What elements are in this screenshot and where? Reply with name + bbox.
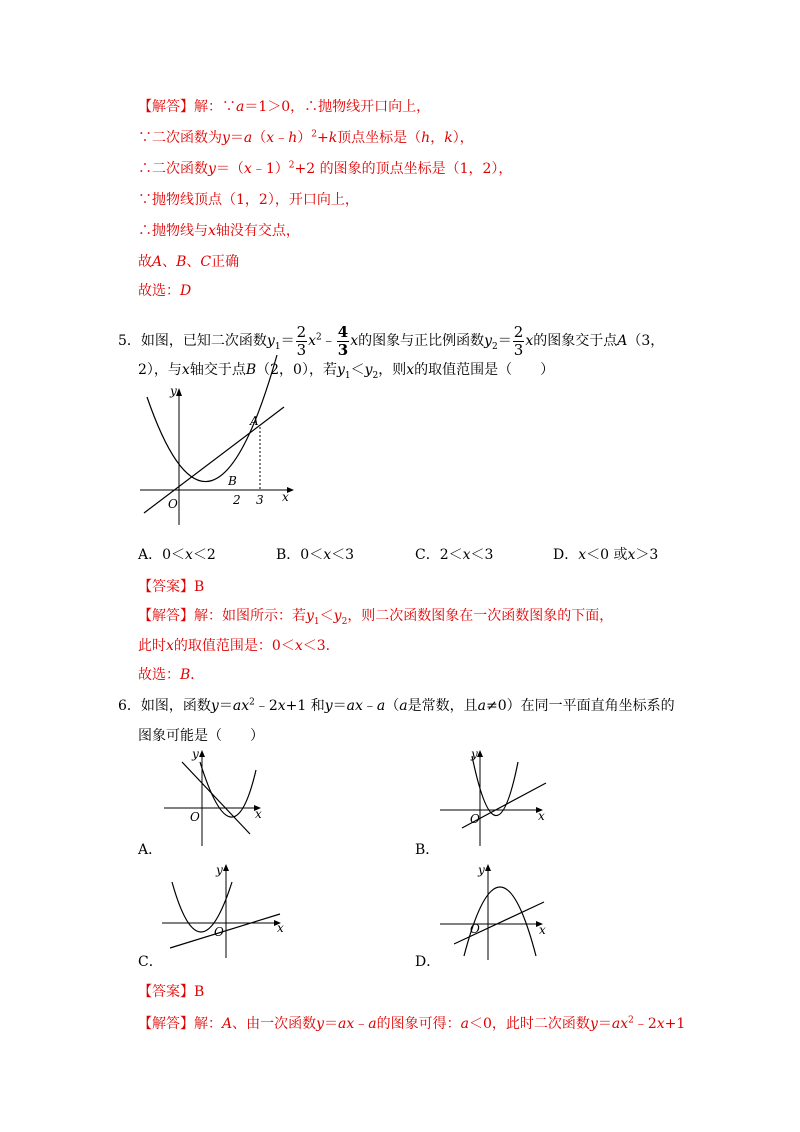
y-axis-label: y (192, 747, 199, 761)
y-axis-arrow (176, 388, 182, 396)
x-axis-label: x (255, 807, 262, 821)
y-axis-label: y (216, 863, 223, 877)
parabola (472, 756, 518, 816)
sol4-line-6: 故A、B、C正确 (138, 254, 240, 270)
y-axis-arrow (199, 750, 205, 757)
q6-graph-b (438, 748, 558, 848)
sol4-line-5: ∴抛物线与x轴没有交点， (138, 223, 300, 239)
x-axis-label: x (282, 490, 289, 504)
q6-solution-line-1: 【解答】解：A、由一次函数y＝ax﹣a的图象可得：a＜0，此时二次函数$y=ax^2﹣2x+1$ (138, 1015, 686, 1032)
q6-stem-line-1: 6．如图，函数$y=ax^2﹣2x+1$ 和y＝ax﹣a（a是常数，且a≠0）在同一平面直角坐标系的 (118, 697, 675, 714)
origin-label: O (214, 925, 224, 939)
sol4-line-4: ∵抛物线顶点（1，2），开口向上， (138, 192, 359, 208)
q5-option-a[interactable]: A．0＜x＜2 (138, 547, 216, 563)
y-axis-arrow (223, 864, 229, 871)
q5-answer: 【答案】B (138, 579, 205, 595)
q5-stem-line-1: 5．如图，已知二次函数$y_1=$ $\frac{2}{3}$ $x^2﹣$ $\frac{4}{3}$ x的图象与正比例函数$y_2=$ $\frac{2}{3}$ x的图象交于点A（3， (118, 322, 665, 359)
origin-label: O (168, 497, 178, 511)
q5-graph (132, 385, 302, 535)
q6-option-d[interactable]: D． (415, 954, 441, 970)
y-axis-arrow (485, 864, 491, 871)
q6-graph-d (438, 862, 568, 962)
fraction: $\frac{2}{3}$ (296, 322, 307, 359)
fraction: $\frac{4}{3}$ (337, 322, 349, 359)
q6-option-b[interactable]: B． (415, 842, 440, 858)
solution-tag: 【解答】 (138, 99, 194, 115)
q6-graph-a (162, 748, 282, 848)
fraction: $\frac{2}{3}$ (513, 322, 524, 359)
y-axis-label: y (471, 747, 478, 761)
q6-stem-line-2: 图象可能是（ ） (138, 728, 264, 744)
q6-answer: 【答案】B (138, 984, 205, 1000)
q6-option-c[interactable]: C． (138, 954, 163, 970)
q5-stem-line-2: 2），与x轴交于点B（2，0），若$y_1<y_2$，则x的取值范围是（ ） (138, 362, 555, 381)
q6-graph-c (160, 862, 300, 962)
point-b-label: B (228, 474, 237, 488)
sol4-line-3: ∴二次函数y＝（x﹣1）$^2$+2 的图象的顶点坐标是（1，2）， (138, 160, 513, 177)
sol4-line-7: 故选：D (138, 283, 192, 299)
q5-solution-line-2: 此时x的取值范围是：0＜x＜3． (138, 638, 340, 654)
tick-2-label: 2 (233, 493, 241, 507)
q5-option-d[interactable]: D．x＜0 或x＞3 (553, 547, 659, 563)
x-axis-label: x (277, 921, 284, 935)
origin-label: O (470, 812, 480, 826)
point-a-label: A (250, 414, 259, 428)
q6-option-a[interactable]: A． (138, 842, 163, 858)
sol4-line-2: ∵二次函数为y＝a（x﹣h）$^2$+k顶点坐标是（h，k）， (138, 129, 474, 146)
q5-solution-line-1: 【解答】解：如图所示：若$y_1<y_2$，则二次函数图象在一次函数图象的下面， (138, 608, 614, 627)
origin-label: O (190, 810, 200, 824)
q5-option-b[interactable]: B．0＜x＜3 (276, 547, 355, 563)
x-axis-label: x (538, 809, 545, 823)
y-axis-label: y (170, 384, 177, 398)
origin-label: O (470, 922, 480, 936)
tick-3-label: 3 (256, 493, 264, 507)
x-axis-label: x (539, 923, 546, 937)
q5-solution-line-3: 故选：B． (138, 667, 205, 683)
q5-option-c[interactable]: C．2＜x＜3 (415, 547, 494, 563)
sol4-line-1: 【解答】解：∵a＝1＞0，∴抛物线开口向上， (138, 99, 431, 115)
y-axis-arrow (477, 750, 483, 757)
y-axis-label: y (478, 863, 485, 877)
